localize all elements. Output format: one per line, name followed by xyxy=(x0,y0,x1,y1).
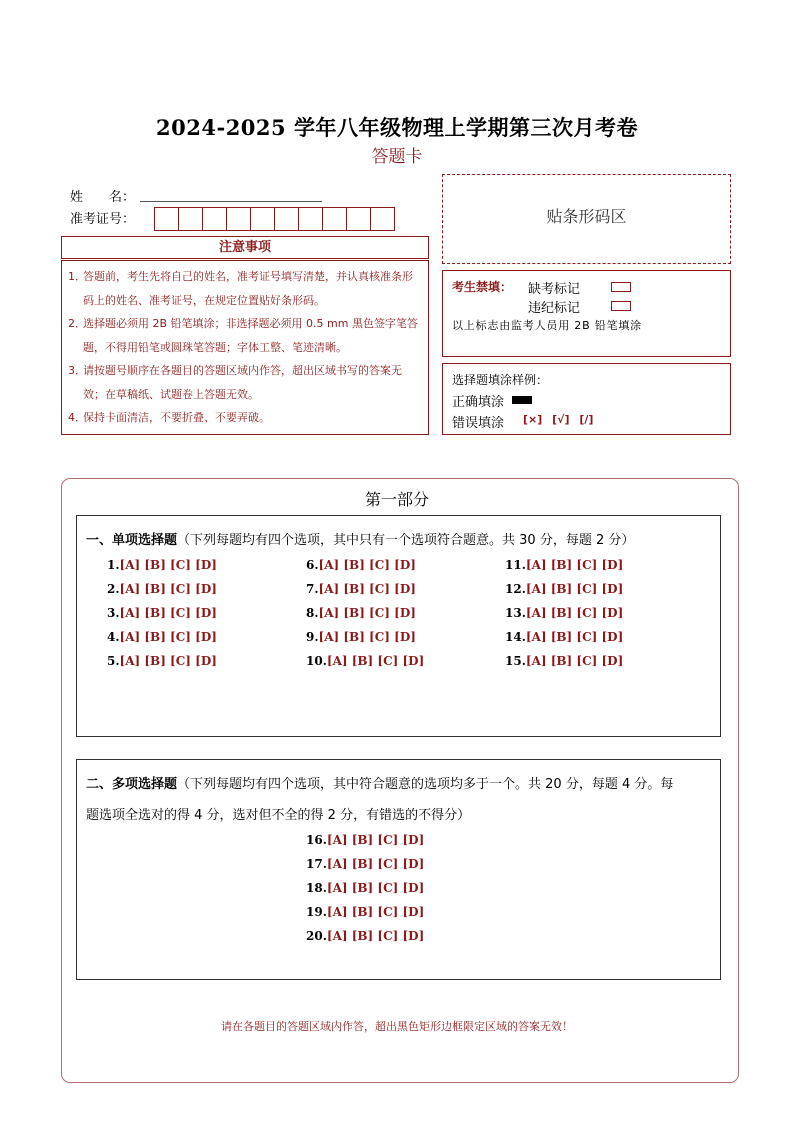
id-digit-box[interactable] xyxy=(250,207,275,231)
ban-note: 以上标志由监考人员用 2B 铅笔填涂 xyxy=(452,319,642,332)
answer-options[interactable]: [A] [B] [C] [D] xyxy=(326,654,425,668)
question-number: 18. xyxy=(306,881,327,895)
wrong-mark: [×] xyxy=(523,413,543,426)
question-row[interactable] xyxy=(505,558,623,572)
question-number: 15. xyxy=(505,654,526,668)
question-number: 11. xyxy=(505,558,526,572)
notice-item: 3． 请按题号顺序在各题目的答题区域内作答，超出区域书写的答案无效；在草稿纸、试题卷上答题无效。 xyxy=(68,364,402,401)
id-digit-box[interactable] xyxy=(202,207,227,231)
question-row[interactable] xyxy=(306,654,424,668)
answer-options[interactable]: [A] [B] [C] [D] xyxy=(525,606,624,620)
section2-heading: 二、多项选择题（下列每题均有四个选项，其中符合题意的选项均多于一个。共 20 分，每题 4 分。每 xyxy=(86,777,674,792)
answer-options[interactable]: [A] [B] [C] [D] xyxy=(326,905,425,919)
answer-options[interactable]: [A] [B] [C] [D] xyxy=(119,630,217,644)
correct-label: 正确填涂 xyxy=(452,395,505,410)
question-row[interactable] xyxy=(306,630,416,644)
notice-heading: 注意事项 xyxy=(61,236,429,259)
wrong-marks xyxy=(523,413,593,426)
examiner-only-box xyxy=(442,270,731,357)
answer-options[interactable]: [A] [B] [C] [D] xyxy=(318,582,416,596)
question-row[interactable] xyxy=(107,654,217,668)
answer-options[interactable]: [A] [B] [C] [D] xyxy=(318,606,416,620)
question-row[interactable] xyxy=(505,582,623,596)
question-number: 8. xyxy=(306,606,319,620)
correct-fill-mark xyxy=(512,396,532,404)
answer-options[interactable]: [A] [B] [C] [D] xyxy=(326,857,425,871)
question-number: 10. xyxy=(306,654,327,668)
page-title: 2024-2025 学年八年级物理上学期第三次月考卷 xyxy=(156,115,638,140)
question-number: 3. xyxy=(107,606,120,620)
question-row[interactable] xyxy=(306,582,416,596)
answer-options[interactable]: [A] [B] [C] [D] xyxy=(326,833,425,847)
id-digit-box[interactable] xyxy=(178,207,203,231)
question-number: 4. xyxy=(107,630,120,644)
section2-heading-line2: 题选项全选对的得 4 分，选对但不全的得 2 分，有错选的不得分） xyxy=(86,808,471,823)
notice-item: 2． 选择题必须用 2B 铅笔填涂；非选择题必须用 0.5 mm 黑色签字笔答题，不得用铅笔或圆珠笔答题；字体工整、笔迹清晰。 xyxy=(68,317,418,354)
id-digit-box[interactable] xyxy=(370,207,395,231)
question-row[interactable] xyxy=(306,881,424,895)
name-label: 姓 名： xyxy=(70,190,136,205)
answer-options[interactable]: [A] [B] [C] [D] xyxy=(525,654,624,668)
fill-sample-box xyxy=(442,363,731,435)
wrong-mark: [/] xyxy=(579,413,594,426)
question-row[interactable] xyxy=(306,558,416,572)
violation-label: 违纪标记 xyxy=(528,301,581,316)
multi-choice-section xyxy=(76,759,721,980)
question-row[interactable] xyxy=(306,606,416,620)
question-number: 2. xyxy=(107,582,120,596)
question-row[interactable] xyxy=(306,833,424,847)
question-number: 5. xyxy=(107,654,120,668)
answer-options[interactable]: [A] [B] [C] [D] xyxy=(525,582,624,596)
wrong-mark: [√] xyxy=(552,413,570,426)
single-choice-section xyxy=(76,515,721,737)
question-number: 16. xyxy=(306,833,327,847)
absent-label: 缺考标记 xyxy=(528,282,581,297)
answer-options[interactable]: [A] [B] [C] [D] xyxy=(326,881,425,895)
page-subtitle: 答题卡 xyxy=(371,147,423,167)
id-number-boxes[interactable] xyxy=(155,207,395,231)
question-number: 19. xyxy=(306,905,327,919)
question-number: 12. xyxy=(505,582,526,596)
question-number: 9. xyxy=(306,630,319,644)
id-digit-box[interactable] xyxy=(154,207,179,231)
question-row[interactable] xyxy=(306,929,424,943)
question-row[interactable] xyxy=(107,630,217,644)
id-digit-box[interactable] xyxy=(346,207,371,231)
notice-body xyxy=(61,260,429,435)
question-number: 6. xyxy=(306,558,319,572)
answer-options[interactable]: [A] [B] [C] [D] xyxy=(119,558,217,572)
footer-note: 请在各题目的答题区域内作答，超出黑色矩形边框限定区域的答案无效！ xyxy=(221,1020,573,1033)
answer-options[interactable]: [A] [B] [C] [D] xyxy=(318,630,416,644)
barcode-area: 贴条形码区 xyxy=(442,174,731,264)
sample-heading: 选择题填涂样例： xyxy=(452,373,549,387)
wrong-label: 错误填涂 xyxy=(452,416,505,431)
absent-mark-box[interactable] xyxy=(611,282,631,292)
question-number: 13. xyxy=(505,606,526,620)
question-row[interactable] xyxy=(107,582,217,596)
question-row[interactable] xyxy=(107,606,217,620)
question-number: 14. xyxy=(505,630,526,644)
question-row[interactable] xyxy=(505,654,623,668)
answer-options[interactable]: [A] [B] [C] [D] xyxy=(119,582,217,596)
violation-mark-box[interactable] xyxy=(611,301,631,311)
id-digit-box[interactable] xyxy=(322,207,347,231)
id-digit-box[interactable] xyxy=(274,207,299,231)
answer-options[interactable]: [A] [B] [C] [D] xyxy=(525,630,624,644)
answer-options[interactable]: [A] [B] [C] [D] xyxy=(119,654,217,668)
section1-heading: 一、单项选择题（下列每题均有四个选项，其中只有一个选项符合题意。共 30 分，每题 2 分） xyxy=(86,533,635,548)
notice-item: 4． 保持卡面清洁，不要折叠、不要弄破。 xyxy=(68,411,270,424)
answer-options[interactable]: [A] [B] [C] [D] xyxy=(119,606,217,620)
question-number: 17. xyxy=(306,857,327,871)
question-row[interactable] xyxy=(306,905,424,919)
id-digit-box[interactable] xyxy=(298,207,323,231)
name-field[interactable] xyxy=(140,201,322,202)
answer-options[interactable]: [A] [B] [C] [D] xyxy=(326,929,425,943)
id-label: 准考证号： xyxy=(70,212,136,227)
question-number: 1. xyxy=(107,558,120,572)
question-row[interactable] xyxy=(505,606,623,620)
part-title: 第一部分 xyxy=(364,490,429,509)
question-row[interactable] xyxy=(505,630,623,644)
question-row[interactable] xyxy=(107,558,217,572)
id-digit-box[interactable] xyxy=(226,207,251,231)
notice-item: 1． 答题前，考生先将自己的姓名，准考证号填写清楚，并认真核准条形码上的姓名、准考证号，在规定位置贴好条形码。 xyxy=(68,270,413,307)
question-number: 20. xyxy=(306,929,327,943)
ban-label: 考生禁填： xyxy=(452,280,513,294)
question-row[interactable] xyxy=(306,857,424,871)
question-number: 7. xyxy=(306,582,319,596)
answer-options[interactable]: [A] [B] [C] [D] xyxy=(525,558,624,572)
answer-options[interactable]: [A] [B] [C] [D] xyxy=(318,558,416,572)
